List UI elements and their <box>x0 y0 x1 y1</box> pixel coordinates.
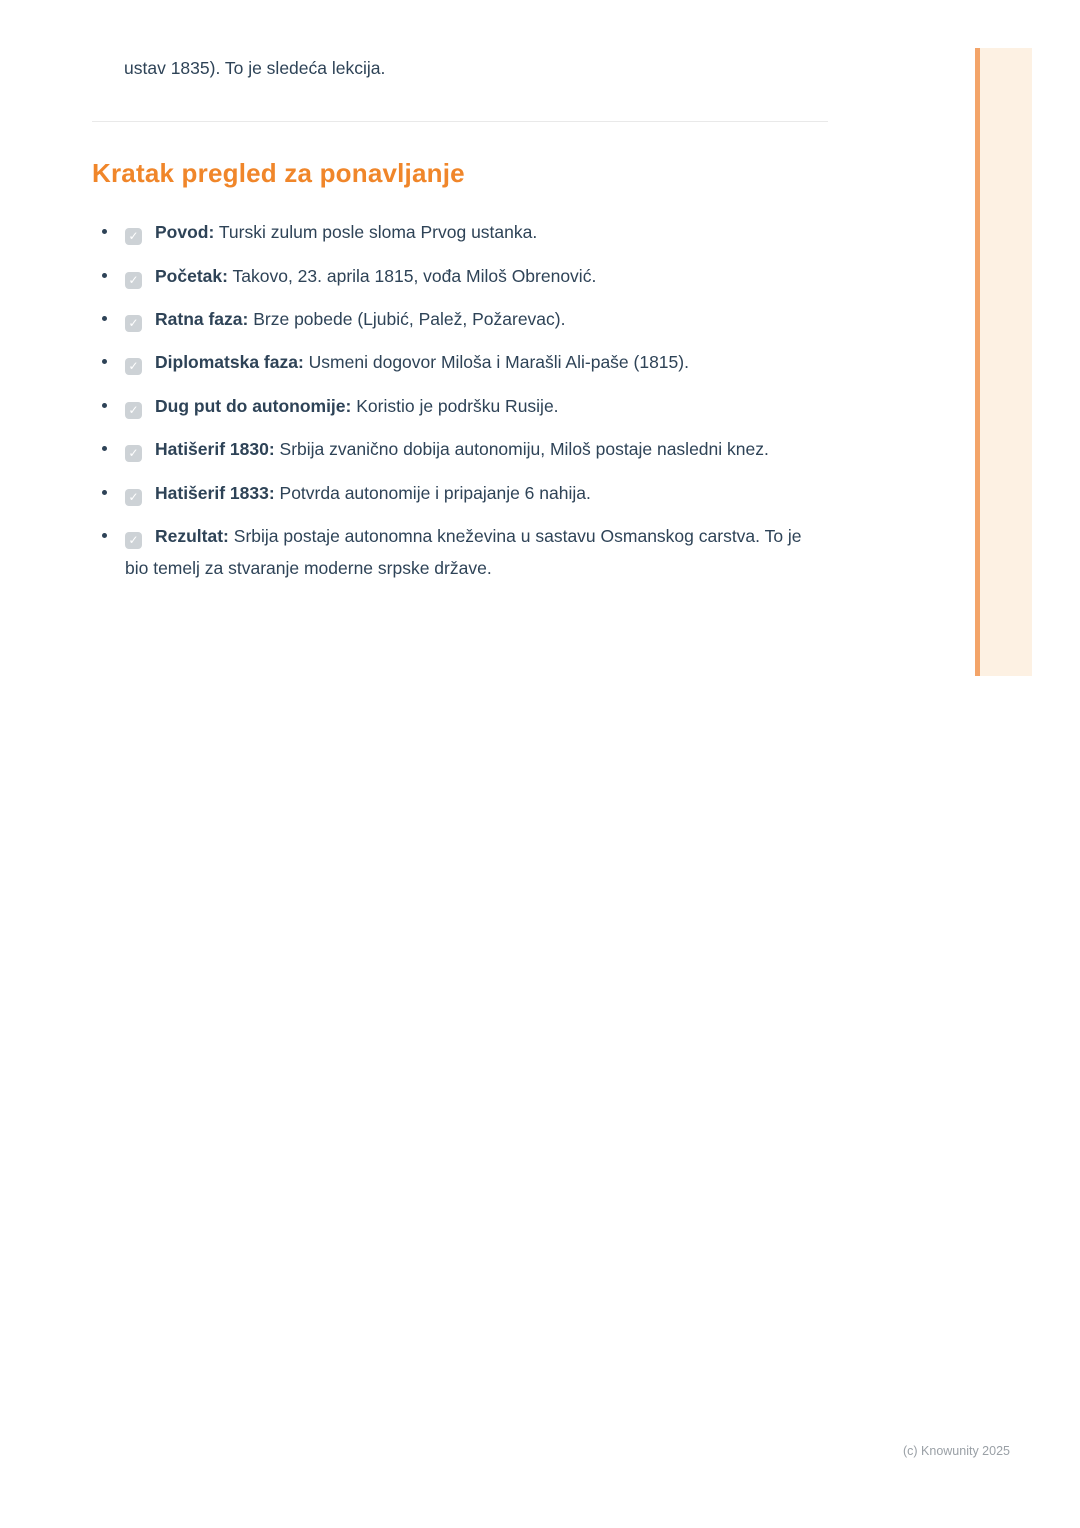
item-label: Hatišerif 1833: <box>155 482 275 503</box>
bullet-dot-icon <box>102 359 107 364</box>
bullet-dot-icon <box>102 533 107 538</box>
checkbox-checked-icon[interactable]: ✓ <box>125 228 142 245</box>
item-label: Diplomatska faza: <box>155 352 304 373</box>
bullet-dot-icon <box>102 490 107 495</box>
item-label: Početak: <box>155 265 228 286</box>
list-item <box>92 520 828 585</box>
decorative-sidebar-strip <box>975 48 1032 676</box>
checkbox-checked-icon[interactable]: ✓ <box>125 489 142 506</box>
section-heading: Kratak pregled za ponavljanje <box>92 158 465 189</box>
item-text: Srbija postaje autonomna kneževina u sastavu Osmanskog carstva. To je bio temelj za stvaranje moderne srpske države. <box>125 525 802 579</box>
item-text: Usmeni dogovor Miloša i Marašli Ali-paše (1815). <box>308 352 689 373</box>
footer-credit: (c) Knowunity 2025 <box>902 1444 1010 1458</box>
list-item <box>92 390 828 422</box>
bullet-dot-icon <box>102 316 107 321</box>
checkbox-checked-icon[interactable]: ✓ <box>125 358 142 375</box>
bullet-dot-icon <box>102 403 107 408</box>
section-divider <box>92 121 828 122</box>
list-item <box>92 260 828 292</box>
item-label: Dug put do autonomije: <box>155 395 352 416</box>
bullet-dot-icon <box>102 446 107 451</box>
bullet-dot-icon <box>102 229 107 234</box>
item-text: Takovo, 23. aprila 1815, vođa Miloš Obrenović. <box>232 265 597 286</box>
list-item <box>92 216 828 248</box>
list-item <box>92 433 828 465</box>
item-label: Ratna faza: <box>155 309 249 329</box>
list-item <box>92 346 828 378</box>
review-checklist <box>92 216 828 584</box>
item-text: Srbija zvanično dobija autonomiju, Miloš postaje nasledni knez. <box>279 439 769 460</box>
checkbox-checked-icon[interactable]: ✓ <box>125 402 142 419</box>
intro-paragraph: ustav 1835). To je sledeća lekcija. <box>124 58 386 78</box>
item-label: Hatišerif 1830: <box>155 439 275 460</box>
item-text: Potvrda autonomije i pripajanje 6 nahija. <box>279 482 591 503</box>
item-text: Turski zulum posle sloma Prvog ustanka. <box>218 222 538 243</box>
item-text: Koristio je podršku Rusije. <box>356 395 559 416</box>
checkbox-checked-icon[interactable]: ✓ <box>125 315 142 332</box>
bullet-dot-icon <box>102 273 107 278</box>
list-item <box>92 303 828 335</box>
checkbox-checked-icon[interactable]: ✓ <box>125 445 142 462</box>
list-item <box>92 477 828 509</box>
item-label: Povod: <box>155 222 215 243</box>
item-label: Rezultat: <box>155 525 229 546</box>
page-content <box>0 0 1080 585</box>
checkbox-checked-icon[interactable]: ✓ <box>125 532 142 549</box>
item-text: Brze pobede (Ljubić, Palež, Požarevac). <box>253 309 566 329</box>
checkbox-checked-icon[interactable]: ✓ <box>125 272 142 289</box>
